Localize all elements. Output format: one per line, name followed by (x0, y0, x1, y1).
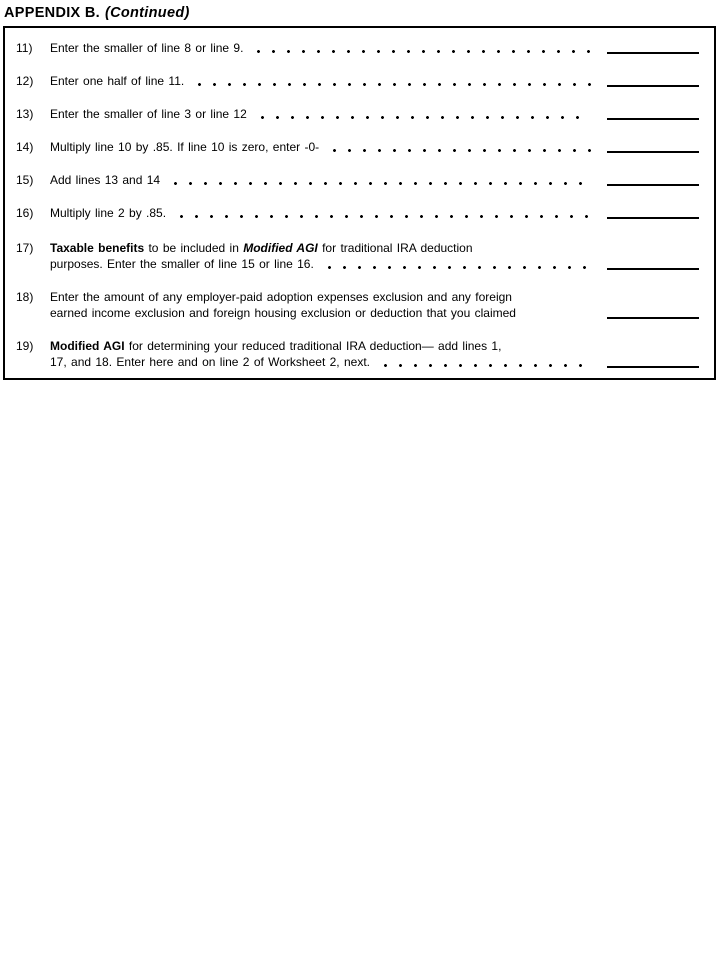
line-text-18a: Enter the amount of any employer-paid adoption expenses exclusion and any foreign (50, 290, 512, 304)
worksheet-row-13 (16, 106, 699, 122)
dot-leader (168, 182, 591, 185)
line-number-13: 13) (16, 107, 34, 121)
worksheet-row-18 (16, 289, 699, 321)
answer-line-16[interactable] (607, 217, 699, 219)
answer-line-18[interactable] (607, 317, 699, 319)
answer-line-15[interactable] (607, 184, 699, 186)
answer-line-13[interactable] (607, 118, 699, 120)
dot-leader (327, 149, 591, 152)
answer-line-17[interactable] (607, 268, 699, 270)
line-text-16: Multiply line 2 by .85. (50, 206, 167, 220)
line-number-17: 17) (16, 241, 34, 255)
line-number-12: 12) (16, 74, 34, 88)
page-title (0, 0, 725, 21)
line-number-19: 19) (16, 339, 34, 353)
line-text-11: Enter the smaller of line 8 or line 9. (50, 41, 244, 55)
line-text-13: Enter the smaller of line 3 or line 12 (50, 107, 247, 121)
dot-leader (378, 364, 591, 367)
modified-agi-bold-italic: Modified AGI (243, 241, 318, 255)
line-text-18b: earned income exclusion and foreign housing exclusion or deduction that you claimed (50, 306, 516, 320)
modified-agi-bold: Modified AGI (50, 339, 125, 353)
line-text-19b: 17, and 18. Enter here and on line 2 of Worksheet 2, next. (50, 355, 370, 369)
worksheet-box (3, 26, 716, 380)
line-number-16: 16) (16, 206, 34, 220)
dot-leader (192, 83, 591, 86)
worksheet-row-17 (16, 240, 699, 272)
worksheet-row-14 (16, 139, 699, 155)
line-text-15: Add lines 13 and 14 (50, 173, 161, 187)
dot-leader (255, 116, 591, 119)
answer-line-14[interactable] (607, 151, 699, 153)
worksheet-row-12 (16, 73, 699, 89)
worksheet-row-19 (16, 338, 699, 370)
answer-line-19[interactable] (607, 366, 699, 368)
line-number-11: 11) (16, 41, 33, 55)
line-number-14: 14) (16, 140, 34, 154)
line-text-17a: Taxable benefits to be included in Modified AGI for traditional IRA deduction (50, 241, 473, 255)
line-number-18: 18) (16, 290, 34, 304)
line-text-14: Multiply line 10 by .85. If line 10 is zero, enter -0- (50, 140, 320, 154)
dot-leader (322, 266, 591, 269)
worksheet-row-16 (16, 205, 699, 221)
answer-line-12[interactable] (607, 85, 699, 87)
answer-line-11[interactable] (607, 52, 699, 54)
line-number-15: 15) (16, 173, 34, 187)
line-text-19a: Modified AGI for determining your reduced traditional IRA deduction— add lines 1, (50, 339, 502, 353)
dot-leader (251, 50, 591, 53)
line-text-12: Enter one half of line 11. (50, 74, 185, 88)
taxable-benefits-bold: Taxable benefits (50, 241, 145, 255)
appendix-title: APPENDIX B. (4, 5, 100, 21)
worksheet-row-15 (16, 172, 699, 188)
worksheet-row-11 (16, 40, 699, 56)
line-text-17b: purposes. Enter the smaller of line 15 or line 16. (50, 257, 314, 271)
dot-leader (174, 215, 591, 218)
appendix-title-continued: (Continued) (104, 5, 190, 21)
